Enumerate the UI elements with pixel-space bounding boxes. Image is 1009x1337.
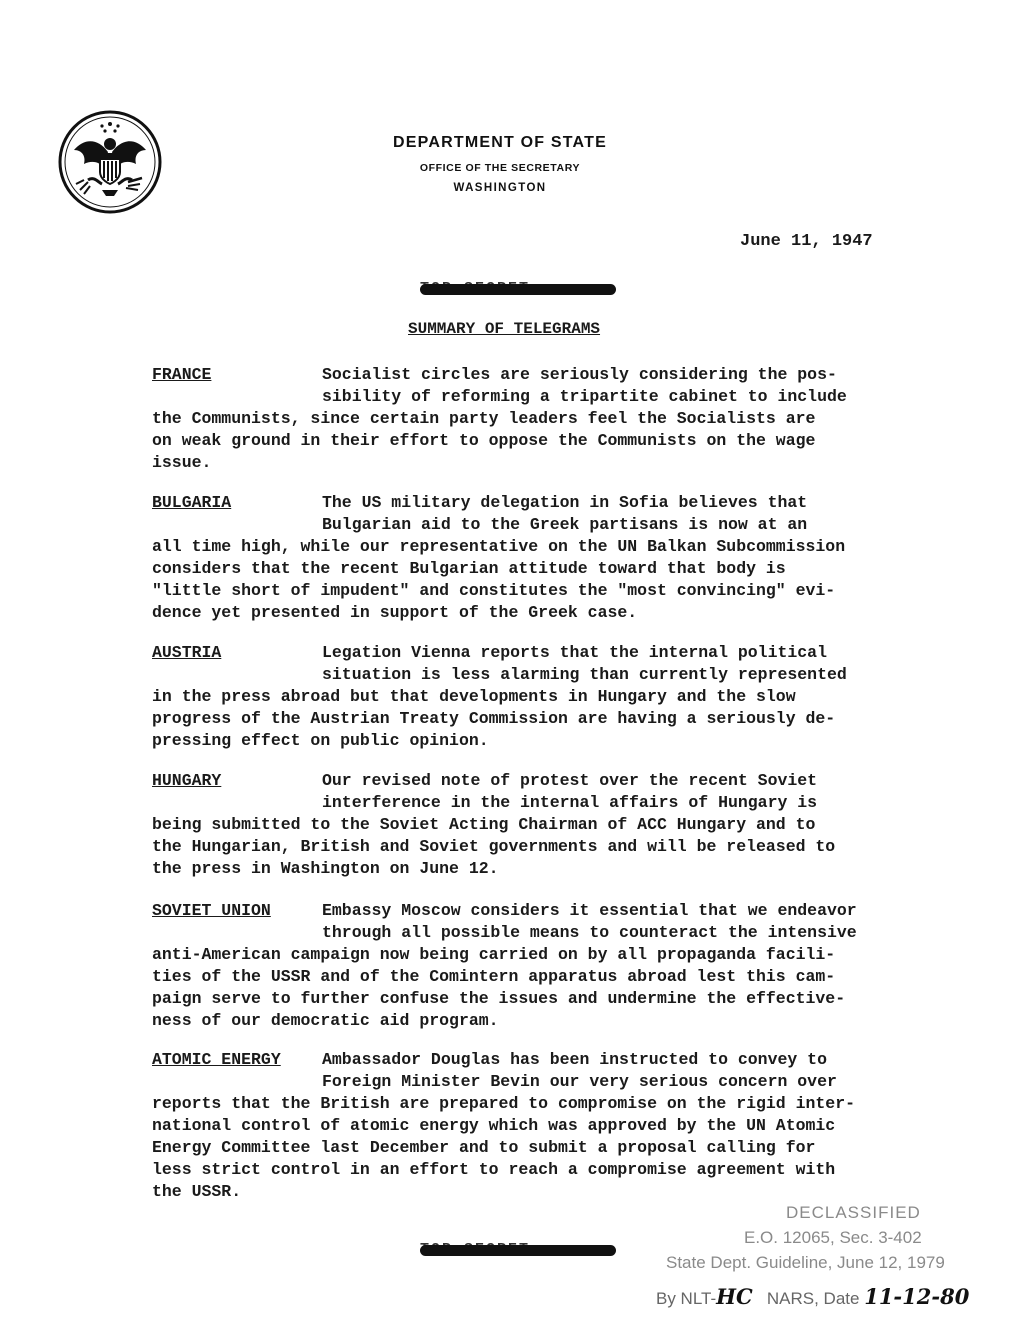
entry-heading: AUSTRIA	[152, 643, 222, 662]
letterhead	[360, 134, 640, 194]
entry-atomic-energy: ATOMIC ENERGY Ambassador Douglas has been instructed to convey to Foreign Minister Bevin our very serious concern over reports that the British are prepared to compromise on the rigid inter- national control of atomic energy which was approved by the UN Atomic Energy Committee last December and to submit a proposal calling for less strict control in an effort to reach a compromise agreement with the USSR.	[152, 1050, 856, 1201]
letterhead-department: DEPARTMENT OF STATE	[393, 134, 607, 151]
declassification-byline	[656, 1284, 969, 1309]
handwritten-date: 11-12-80	[864, 1284, 970, 1309]
nars-label: NARS, Date	[766, 1289, 860, 1308]
letterhead-office: OFFICE OF THE SECRETARY	[419, 162, 581, 174]
entry-heading: ATOMIC ENERGY	[152, 1050, 281, 1069]
redaction-bar	[420, 1245, 616, 1256]
entry-heading: BULGARIA	[152, 493, 232, 512]
declassified-authority: E.O. 12065, Sec. 3-402	[744, 1228, 922, 1247]
entry-bulgaria: BULGARIA The US military delegation in Sofia believes that Bulgarian aid to the Greek partisans is now at an all time high, while our representative on the UN Balkan Subcommission considers that the recent Bulgarian attitude toward that body is "little short of impudent" and constitutes the "most convincing" evi- dence yet presented in support of the Greek case.	[152, 493, 846, 622]
handwritten-initials: HC	[716, 1284, 753, 1309]
department-seal	[58, 110, 162, 214]
entry-heading: SOVIET UNION	[152, 901, 271, 920]
classification-mark-top	[420, 282, 616, 300]
by-prefix: By NLT-	[656, 1289, 717, 1308]
document-title: SUMMARY OF TELEGRAMS	[408, 320, 601, 338]
entry-heading: FRANCE	[152, 365, 212, 384]
declassification-stamp	[660, 1200, 960, 1275]
declassified-label: DECLASSIFIED	[786, 1203, 921, 1222]
declassified-guideline: State Dept. Guideline, June 12, 1979	[666, 1253, 945, 1272]
letterhead-city: WASHINGTON	[453, 182, 547, 194]
entry-france: FRANCE Socialist circles are seriously considering the pos- sibility of reforming a tripartite cabinet to include the Communists, since certain party leaders feel the Socialists are on weak ground in their effort to oppose the Communists on the wage issue.	[152, 365, 847, 472]
entry-austria: AUSTRIA Legation Vienna reports that the internal political situation is less alarming than currently represented in the press abroad but that developments in Hungary and the slow progress of the Austrian Treaty Commission are having a seriously de- pressing effect on public opinion.	[152, 643, 847, 750]
entry-heading: HUNGARY	[152, 771, 222, 790]
classification-mark-bottom	[420, 1243, 616, 1261]
document-date: June 11, 1947	[740, 232, 873, 251]
redaction-bar	[420, 284, 616, 295]
entry-soviet-union: SOVIET UNION Embassy Moscow considers it essential that we endeavor through all possible means to counteract the intensive anti-American campaign now being carried on by all propaganda facili- ties of the USSR and of the Comintern apparatus abroad lest this cam- paign serve to further confuse the issues and undermine the effective- ness of our democratic aid program.	[152, 901, 857, 1030]
entry-hungary: HUNGARY Our revised note of protest over the recent Soviet interference in the internal affairs of Hungary is being submitted to the Soviet Acting Chairman of ACC Hungary and to the Hungarian, British and Soviet governments and will be released to the press in Washington on June 12.	[152, 771, 836, 878]
